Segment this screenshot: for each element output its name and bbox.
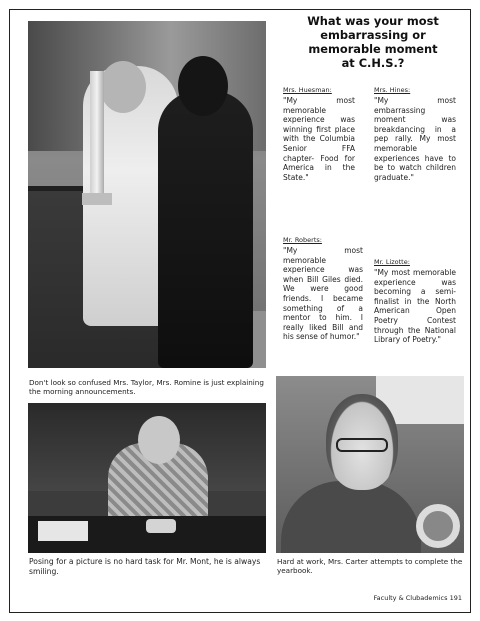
photo-man-at-desk [28,403,266,553]
headline-line-4: at C.H.S.? [341,56,405,70]
page-footer: Faculty & Clubademics 191 [373,594,462,602]
headline-line-2: embarrassing or [320,28,426,42]
quote-text: "My most embarrassing moment was breakdancing in a pep rally. My most memorable experiences have to be to watch children graduate." [374,96,456,182]
quote-hines [374,86,456,182]
quote-text: "My most memorable experience was when Bill Giles died. We were good friends. I became something of a mentor to him. I really liked Bill and his sense of humor." [283,246,363,342]
headline [280,14,466,70]
quote-name: Mrs. Huesman: [283,86,332,94]
caption-bottom-left-photo: Posing for a picture is no hard task for Mr. Mont, he is always smiling. [29,557,261,576]
quote-name: Mr. Lizotte: [374,258,410,266]
headline-line-1: What was your most [307,14,439,28]
headline-line-3: memorable moment [308,42,438,56]
photo-woman-at-work [276,376,464,553]
quote-text: "My most memorable experience was becoming a semi-finalist in the North American Open Poetry Contest through the National Library of Poetry." [374,268,456,345]
quote-lizotte [374,258,456,345]
quote-text: "My most memorable experience was winning first place with the Columbia Senior FFA chapter- Food for America in the State." [283,96,355,182]
caption-top-photo: Don't look so confused Mrs. Taylor, Mrs. Romine is just explaining the morning announcements. [29,378,264,396]
quote-name: Mr. Roberts: [283,236,322,244]
caption-bottom-right-photo: Hard at work, Mrs. Carter attempts to complete the yearbook. [277,557,463,575]
quote-huesman [283,86,355,182]
quote-name: Mrs. Hines: [374,86,411,94]
quote-roberts [283,236,363,342]
photo-teachers-at-counter [28,21,266,368]
